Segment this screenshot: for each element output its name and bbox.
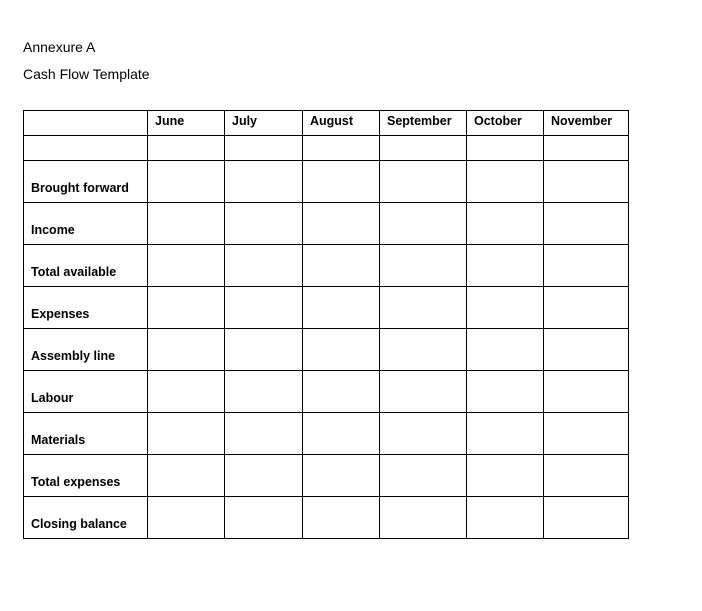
cash-flow-table [23,110,629,539]
table-cell[interactable] [544,329,629,371]
row-label-expenses: Expenses [24,287,148,329]
table-cell[interactable] [225,413,303,455]
table-cell[interactable] [303,329,380,371]
table-cell[interactable] [380,245,467,287]
table-cell[interactable] [148,245,225,287]
table-cell[interactable] [225,455,303,497]
table-cell[interactable] [303,245,380,287]
month-header-september: September [380,111,467,136]
table-cell[interactable] [303,371,380,413]
table-cell[interactable] [467,161,544,203]
table-cell[interactable] [225,136,303,161]
table-cell[interactable] [544,245,629,287]
table-cell[interactable] [467,497,544,539]
table-cell[interactable] [148,136,225,161]
table-cell[interactable] [380,287,467,329]
table-cell[interactable] [148,413,225,455]
table-cell[interactable] [467,136,544,161]
table-cell[interactable] [380,136,467,161]
table-row [24,161,629,203]
row-label-income: Income [24,203,148,245]
table-cell[interactable] [380,161,467,203]
table-cell[interactable] [225,245,303,287]
table-row [24,371,629,413]
table-cell[interactable] [225,497,303,539]
table-cell[interactable] [380,329,467,371]
table-cell[interactable] [467,203,544,245]
table-cell[interactable] [544,287,629,329]
table-cell[interactable] [467,329,544,371]
corner-cell [24,111,148,136]
row-label-brought-forward: Brought forward [24,161,148,203]
table-cell[interactable] [467,371,544,413]
table-cell[interactable] [303,136,380,161]
table-row [24,203,629,245]
table-cell[interactable] [303,497,380,539]
table-row [24,287,629,329]
document-title: Cash Flow Template [23,66,150,82]
table-cell[interactable] [148,455,225,497]
table-row [24,245,629,287]
table-cell[interactable] [303,455,380,497]
row-label-labour: Labour [24,371,148,413]
table-cell[interactable] [303,203,380,245]
row-label-materials: Materials [24,413,148,455]
table-cell[interactable] [225,287,303,329]
table-cell[interactable] [380,371,467,413]
blank-row [24,136,629,161]
table-cell[interactable] [544,203,629,245]
month-header-october: October [467,111,544,136]
table-cell[interactable] [148,287,225,329]
table-cell[interactable] [380,497,467,539]
table-cell[interactable] [544,497,629,539]
table-cell[interactable] [544,371,629,413]
table-row [24,497,629,539]
table-cell[interactable] [148,161,225,203]
table-cell[interactable] [225,329,303,371]
month-header-july: July [225,111,303,136]
table-cell[interactable] [148,203,225,245]
table-row [24,455,629,497]
table-cell[interactable] [148,371,225,413]
table-cell[interactable] [544,413,629,455]
table-cell[interactable] [380,413,467,455]
table-cell[interactable] [148,329,225,371]
table-cell[interactable] [467,287,544,329]
table-cell[interactable] [24,136,148,161]
table-row [24,413,629,455]
table-cell[interactable] [544,136,629,161]
table-row [24,329,629,371]
table-cell[interactable] [380,203,467,245]
table-cell[interactable] [303,161,380,203]
table-cell[interactable] [467,413,544,455]
table-header-row [24,111,629,136]
row-label-closing-balance: Closing balance [24,497,148,539]
table-cell[interactable] [467,245,544,287]
table-cell[interactable] [467,455,544,497]
table-cell[interactable] [380,455,467,497]
table-cell[interactable] [303,413,380,455]
table-cell[interactable] [148,497,225,539]
table-cell[interactable] [225,161,303,203]
table-cell[interactable] [303,287,380,329]
row-label-total-expenses: Total expenses [24,455,148,497]
table-cell[interactable] [225,371,303,413]
month-header-june: June [148,111,225,136]
row-label-total-available: Total available [24,245,148,287]
table-cell[interactable] [544,161,629,203]
table-cell[interactable] [544,455,629,497]
row-label-assembly-line: Assembly line [24,329,148,371]
table-cell[interactable] [225,203,303,245]
month-header-november: November [544,111,629,136]
annexure-label: Annexure A [23,39,96,55]
month-header-august: August [303,111,380,136]
